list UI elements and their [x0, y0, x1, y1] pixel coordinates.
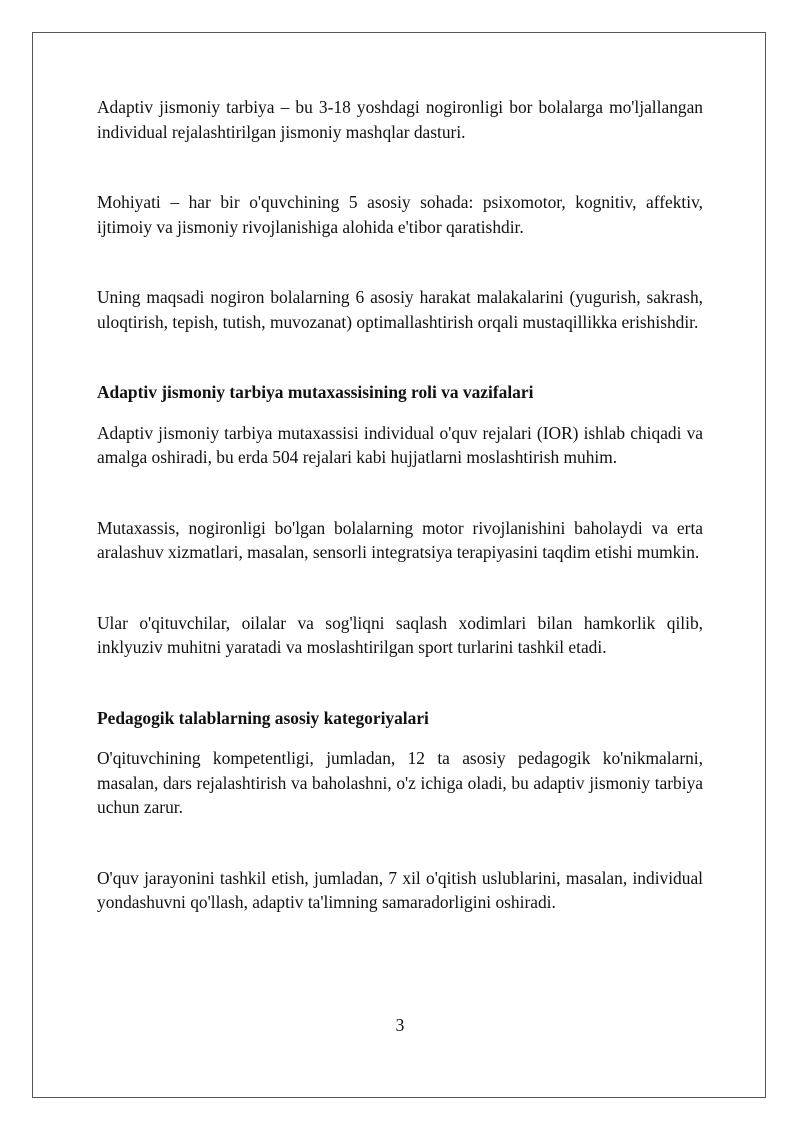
document-body [97, 95, 703, 915]
paragraph: O'quv jarayonini tashkil etish, jumladan, 7 xil o'qitish uslublarini, masalan, individual yondashuvni qo'llash, adaptiv ta'limning samaradorligini oshiradi. [97, 867, 703, 912]
paragraph: Mohiyati – har bir o'quvchining 5 asosiy sohada: psixomotor, kognitiv, affektiv, ijtimoiy va jismoniy rivojlanishiga alohida e'tibor qaratishdir. [97, 192, 703, 237]
paragraph: Mutaxassis, nogironligi bo'lgan bolalarning motor rivojlanishini baholaydi va erta aralashuv xizmatlari, masalan, sensorli integratsiya terapiyasini taqdim etishi mumkin. [97, 517, 703, 562]
paragraph: Adaptiv jismoniy tarbiya – bu 3-18 yoshdagi nogironligi bor bolalarga mo'ljallangan individual rejalashtirilgan jismoniy mashqlar dasturi. [97, 97, 703, 142]
paragraph: Adaptiv jismoniy tarbiya mutaxassisi individual o'quv rejalari (IOR) ishlab chiqadi va amalga oshiradi, bu erda 504 rejalari kabi hujjatlarni moslashtirish muhim. [97, 422, 703, 467]
paragraph: O'qituvchining kompetentligi, jumladan, 12 ta asosiy pedagogik ko'nikmalarni, masalan, dars rejalashtirish va baholashni, o'z ichiga oladi, bu adaptiv jismoniy tarbiya uchun zarur. [97, 748, 703, 817]
paragraph: Ular o'qituvchilar, oilalar va sog'liqni saqlash xodimlari bilan hamkorlik qilib, inklyuziv muhitni yaratadi va moslashtirilgan sport turlarini tashkil etadi. [97, 612, 703, 657]
page-number: 3 [395, 1015, 405, 1035]
section-heading: Pedagogik talablarning asosiy kategoriyalari [97, 707, 429, 728]
section-heading: Adaptiv jismoniy tarbiya mutaxassisining roli va vazifalari [97, 382, 534, 402]
paragraph: Uning maqsadi nogiron bolalarning 6 asosiy harakat malakalarini (yugurish, sakrash, uloqtirish, tepish, tutish, muvozanat) optimallashtirish orqali mustaqillikka erishishdir. [97, 287, 703, 332]
